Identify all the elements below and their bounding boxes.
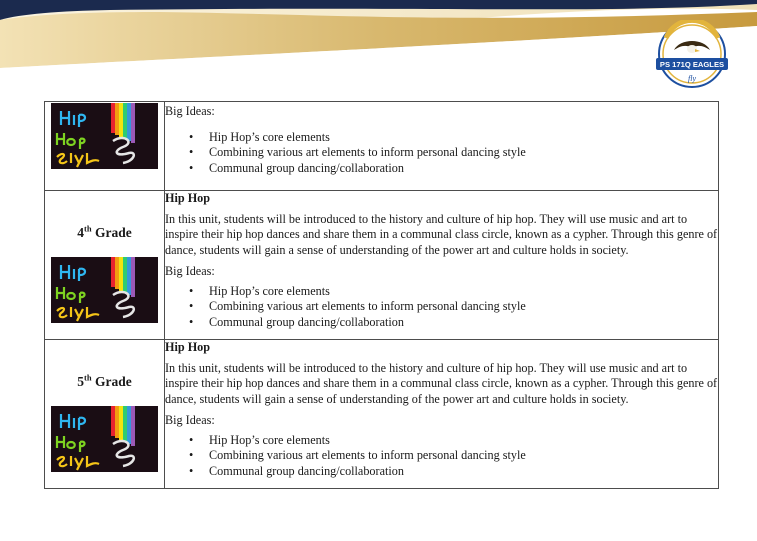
list-item: • Combining various art elements to inform personal dancing style (165, 299, 718, 315)
grade-cell (45, 340, 165, 489)
unit-cell (165, 191, 719, 340)
list-item: • Hip Hop’s core elements (165, 284, 718, 300)
unit-cell (165, 102, 719, 191)
school-logo (652, 20, 732, 92)
hip-hop-art-thumbnail (51, 406, 158, 472)
unit-cell (165, 340, 719, 489)
list-item: • Hip Hop’s core elements (165, 130, 718, 146)
unit-title: Hip Hop (165, 340, 211, 354)
big-ideas-list (165, 433, 718, 480)
list-item: • Communal group dancing/collaboration (165, 464, 718, 480)
hip-hop-art-thumbnail (51, 257, 158, 323)
grade-cell (45, 102, 165, 191)
unit-description: In this unit, students will be introduced to the history and culture of hip hop. They will use music and art to inspire their hip hop dances and share them in a communal class circle, known as a cypher. Through this genre of dance, students will gain a sense of understanding of the power art and culture holds in society. (165, 360, 718, 406)
list-item: • Combining various art elements to inform personal dancing style (165, 145, 718, 161)
hip-hop-art-thumbnail (51, 103, 158, 169)
list-item: • Hip Hop’s core elements (165, 433, 718, 449)
big-ideas-list (165, 284, 718, 331)
big-ideas-label: Big Ideas: (165, 413, 215, 427)
list-item: • Communal group dancing/collaboration (165, 315, 718, 331)
list-item: • Combining various art elements to inform personal dancing style (165, 448, 718, 464)
table-row (45, 191, 719, 340)
logo-ribbon-text: PS 171Q EAGLES (659, 60, 725, 69)
table-row (45, 102, 719, 191)
curriculum-table (44, 101, 719, 489)
grade-label: 5th Grade (77, 372, 132, 389)
big-ideas-label: Big Ideas: (165, 264, 215, 278)
big-ideas-label: Big Ideas: (165, 104, 215, 118)
grade-label: 4th Grade (77, 223, 132, 240)
big-ideas-list (165, 130, 718, 177)
grade-cell (45, 191, 165, 340)
unit-title: Hip Hop (165, 191, 211, 205)
list-item: • Communal group dancing/collaboration (165, 161, 718, 177)
header-banner (0, 0, 757, 75)
unit-description: In this unit, students will be introduced to the history and culture of hip hop. They will use music and art to inspire their hip hop dances and share them in a communal class circle, known as a cypher. Through this genre of dance, students will gain a sense of understanding of the power art and culture holds in society. (165, 211, 718, 257)
table-row (45, 340, 719, 489)
logo-script-text: fly (688, 74, 696, 83)
